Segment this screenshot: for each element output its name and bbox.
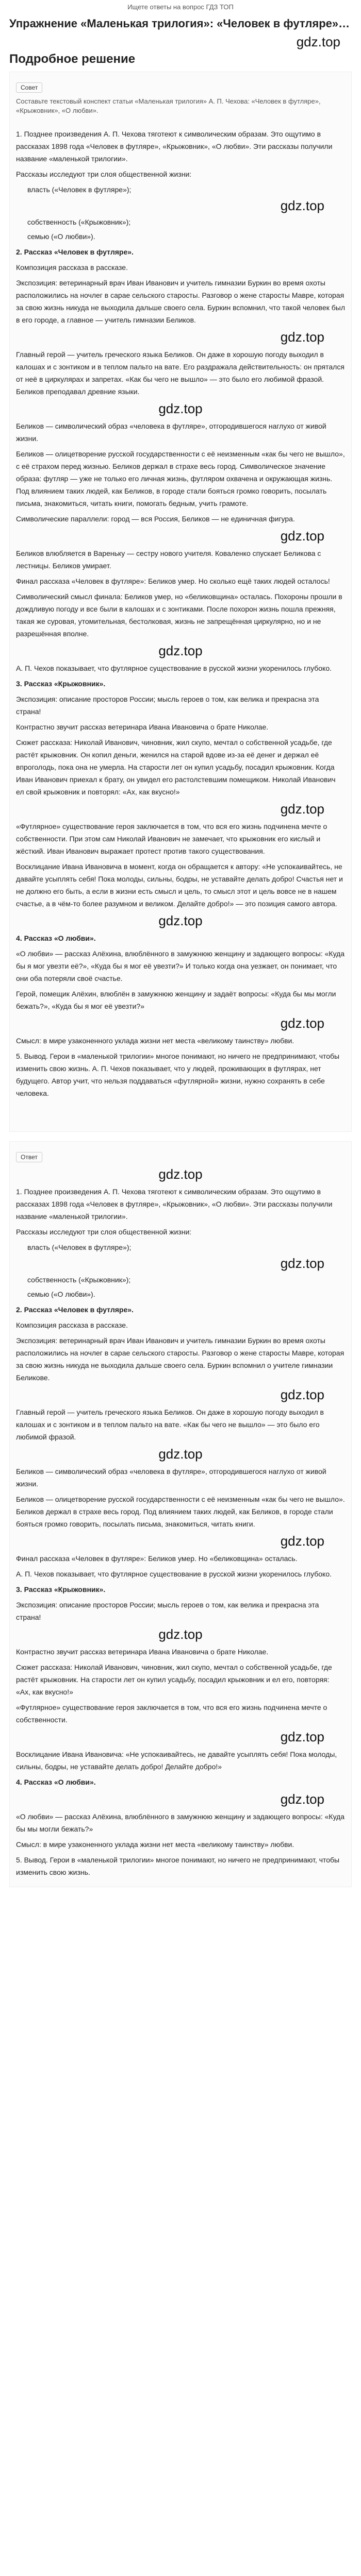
- watermark: gdz.top: [158, 913, 203, 928]
- paragraph: «Футлярное» существование героя заключается в том, что вся его жизнь подчинена мечте о собственности.: [16, 1703, 327, 1724]
- paragraph: Беликов — олицетворение русской государственности с её неизменным «как бы чего не вышло», с её страхом перед жизнью. Беликов держал в страхе весь город. Символическое значение образа: футляр — уже не только его личная жизнь, футляром охвачена и окружающая жизнь. Под влиянием таких людей, как Беликов, в городе стали бояться громко говорить, посылать письма, знакомиться, читать книги, помогать бедным, учить грамоте.: [16, 450, 345, 507]
- intro-text: 1. Позднее произведения А. П. Чехова тяготеют к символическим образам. Это ощутимо в рассказах 1898 года «Человек в футляре», «Крыжовник», «О любви». Эти рассказы получили название «маленькой трилогии».: [16, 1188, 333, 1221]
- paragraph: Сюжет рассказа: Николай Иванович, чиновник, жил скупо, мечтал о собственной усадьбе, где растёт крыжовник. Он копил деньги, женился на старой вдове из-за её денег и держал её впроголодь, пока она не умерла. На старости лет он купил усадьбу, посадил крыжовник. Когда Иван Иванович приехал к брату, он увидел его растолстевшим помещиком. Николай Иванович ел свой крыжовник и повторял: «Ах, как вкусно!»: [16, 738, 336, 796]
- answer-badge: Ответ: [16, 1152, 42, 1162]
- hint-text: Составьте текстовый конспект статьи «Маленькая трилогия» А. П. Чехова: «Человек в футляре», «Крыжовник», «О любви».: [16, 97, 321, 114]
- paragraph: 5. Вывод. Герои в «маленькой трилогии» многое понимают, но ничего не предпринимают, чтобы изменить свою жизнь. А. П. Чехов показывает, что у людей, проживающих в футлярах, нет будущего. Автор учит, что нельзя поддаваться «футлярной» жизни, нужно сохранять в себе человека.: [16, 1052, 340, 1097]
- layers-label: Рассказы исследуют три слоя общественной жизни:: [16, 1228, 192, 1236]
- paragraph: Восклицание Ивана Ивановича: «Не успокаивайтесь, не давайте усыплять себя! Пока молоды, сильны, бодры, не уставайте делать добро! Делайте добро!»: [16, 1750, 337, 1771]
- watermark: gdz.top: [296, 34, 340, 49]
- page-title: Упражнение «Маленькая трилогия»: «Человек в футляре»…: [9, 17, 350, 30]
- watermark: gdz.top: [280, 1533, 324, 1549]
- paragraph: Экспозиция: описание просторов России; мысль героев о том, как велика и прекрасна эта страна!: [16, 695, 319, 716]
- watermark: gdz.top: [158, 643, 203, 658]
- watermark: gdz.top: [280, 1791, 324, 1807]
- watermark: gdz.top: [280, 1387, 324, 1402]
- list-item: семью («О любви»).: [27, 1290, 95, 1298]
- paragraph: Композиция рассказа в рассказе.: [16, 263, 128, 272]
- paragraph: Символический смысл финала: Беликов умер, но «беликовщина» осталась. Похороны прошли в дождливую погоду и все были в калошах и с зонтиками. После похорон жизнь пошла прежняя, такая же суровая, утомительная, бестолковая, жизнь не запрещённая циркулярно, но и не разрешённая вполне.: [16, 592, 342, 638]
- hint-badge: Совет: [16, 82, 42, 93]
- watermark: gdz.top: [158, 1626, 203, 1642]
- watermark: gdz.top: [280, 198, 324, 213]
- paragraph: А. П. Чехов показывает, что футлярное существование в русской жизни укоренилось глубоко.: [16, 1570, 332, 1578]
- paragraph: «Футлярное» существование героя заключается в том, что вся его жизнь подчинена мечте о собственности. При этом сам Николай Иванович не замечает, что крыжовник его кислый и жёсткий. Иван Иванович выражает протест против такого существования.: [16, 822, 327, 855]
- paragraph: Смысл: в мире узаконенного уклада жизни нет места «великому таинству» любви.: [16, 1037, 294, 1045]
- list-item: собственность («Крыжовник»);: [27, 1276, 131, 1284]
- solution-title: Подробное решение: [9, 52, 136, 66]
- paragraph: Экспозиция: ветеринарный врач Иван Иванович и учитель гимназии Буркин во время охоты расположились на ночлег в сарае сельского старосты. Разговор о жене старосты Мавре, которая за свою жизнь никуда не выходила дальше своего села. Буркин вспомнил, что такой человек был в его городе, а главное — учитель гимназии Беликов.: [16, 279, 346, 324]
- paragraph: Символические параллели: город — вся Россия, Беликов — не единичная фигура.: [16, 515, 295, 523]
- list-item: власть («Человек в футляре»);: [27, 1243, 132, 1251]
- top-note: Ищете ответы на вопрос ГДЗ ТОП: [127, 3, 234, 11]
- paragraph: Беликов — олицетворение русской государственности с её неизменным «как бы чего не вышло». Беликов держал в страхе весь город. Под влиянием таких людей, как Беликов, в городе стали бояться громко говорить, посылать письма, знакомиться, читать книги.: [16, 1495, 345, 1528]
- paragraph: Контрастно звучит рассказ ветеринара Ивана Ивановича о брате Николае.: [16, 723, 269, 731]
- paragraph: Финал рассказа «Человек в футляре»: Беликов умер. Но «беликовщина» осталась.: [16, 1554, 298, 1563]
- section-heading: 4. Рассказ «О любви».: [16, 1778, 96, 1786]
- paragraph: Главный герой — учитель греческого языка Беликов. Он даже в хорошую погоду выходил в калошах и с зонтиком и в теплом пальто на вате. Его раздражала действительность: он прятался от неё в циркулярах и запретах. «Как бы чего не вышло» — это было его любимой фразой. Беликов преподавал древние языки.: [16, 350, 344, 396]
- section-heading: 3. Рассказ «Крыжовник».: [16, 1585, 106, 1594]
- watermark: gdz.top: [280, 528, 324, 544]
- paragraph: Беликов — символический образ «человека в футляре», отгородившегося наглухо от живой жизни.: [16, 1467, 326, 1488]
- paragraph: Главный герой — учитель греческого языка Беликов. Он даже в хорошую погоду выходил в калошах и с зонтиком и в теплом пальто на вате. «Как бы чего не вышло» — это было его любимой фразой.: [16, 1408, 324, 1441]
- list-item: власть («Человек в футляре»);: [27, 185, 132, 194]
- watermark: gdz.top: [280, 801, 324, 817]
- watermark: gdz.top: [158, 1166, 203, 1182]
- paragraph: Восклицание Ивана Ивановича в момент, когда он обращается к автору: «Не успокаивайтесь, не давайте усыплять себя! Пока молоды, сильны, бодры, не уставайте делать добро! Счастья нет и не должно его быть, а если в жизни есть смысл и цель, то смысл этот и цель вовсе не в нашем счастье, а в чём-то более разумном и великом. Делайте добро!» — это позиция самого автора.: [16, 862, 343, 908]
- paragraph: Композиция рассказа в рассказе.: [16, 1321, 128, 1329]
- layers-label: Рассказы исследуют три слоя общественной жизни:: [16, 170, 192, 178]
- watermark: gdz.top: [158, 1446, 203, 1462]
- paragraph: Финал рассказа «Человек в футляре»: Беликов умер. Но сколько ещё таких людей осталось!: [16, 577, 330, 585]
- solution-card: [9, 72, 352, 1132]
- paragraph: Смысл: в мире узаконенного уклада жизни нет места «великому таинству» любви.: [16, 1840, 294, 1849]
- paragraph: Контрастно звучит рассказ ветеринара Ивана Ивановича о брате Николае.: [16, 1648, 269, 1656]
- section-heading: 2. Рассказ «Человек в футляре».: [16, 1306, 134, 1314]
- section-heading: 3. Рассказ «Крыжовник».: [16, 680, 106, 688]
- paragraph: Сюжет рассказа: Николай Иванович, чиновник, жил скупо, мечтал о собственной усадьбе, где растёт крыжовник. На старости лет он купил усадьбу, посадил крыжовник и ел его, повторяя: «Ах, как вкусно!»: [16, 1663, 332, 1696]
- paragraph: Беликов — символический образ «человека в футляре», отгородившегося наглухо от живой жизни.: [16, 422, 326, 443]
- answer-card: [9, 1141, 352, 1887]
- list-item: собственность («Крыжовник»);: [27, 218, 131, 226]
- paragraph: Герой, помещик Алёхин, влюблён в замужнюю женщину и задаёт вопросы: «Куда бы мы могли бежать?», «Куда бы я мог её увезти?»: [16, 990, 336, 1010]
- watermark: gdz.top: [280, 1729, 324, 1744]
- list-item: семью («О любви»).: [27, 232, 95, 241]
- section-heading: 4. Рассказ «О любви».: [16, 934, 96, 942]
- paragraph: Беликов влюбляется в Вареньку — сестру нового учителя. Коваленко спускает Беликова с лестницы. Беликов умирает.: [16, 549, 321, 570]
- paragraph: 5. Вывод. Герои в «маленькой трилогии» многое понимают, но ничего не предпринимают, чтобы изменить свою жизнь.: [16, 1856, 340, 1876]
- watermark: gdz.top: [280, 1015, 324, 1031]
- watermark: gdz.top: [280, 1256, 324, 1271]
- section-heading: 2. Рассказ «Человек в футляре».: [16, 248, 134, 256]
- intro-text: 1. Позднее произведения А. П. Чехова тяготеют к символическим образам. Это ощутимо в рассказах 1898 года «Человек в футляре», «Крыжовник», «О любви». Эти рассказы получили название «маленькой трилогии».: [16, 130, 333, 163]
- paragraph: «О любви» — рассказ Алёхина, влюблённого в замужнюю женщину и задающего вопросы: «Куда бы я мог увезти её?», «Куда бы я мог её увезти?» И только когда она уезжает, он понимает, что они оба потеряли своё счастье.: [16, 950, 345, 982]
- paragraph: А. П. Чехов показывает, что футлярное существование в русской жизни укоренилось глубоко.: [16, 664, 332, 672]
- paragraph: Экспозиция: ветеринарный врач Иван Иванович и учитель гимназии Буркин во время охоты расположились на ночлег в сарае сельского старосты. Разговор о жене старосты Мавре, которая за свою жизнь никуда не выходила дальше своего села. Буркин вспомнил о учителе гимназии Беликове.: [16, 1336, 344, 1382]
- watermark: gdz.top: [158, 401, 203, 416]
- paragraph: «О любви» — рассказ Алёхина, влюблённого в замужнюю женщину и задающего вопросы: «Куда бы мы могли бежать?»: [16, 1812, 345, 1833]
- watermark: gdz.top: [280, 329, 324, 345]
- paragraph: Экспозиция: описание просторов России; мысль героев о том, как велика и прекрасна эта страна!: [16, 1601, 319, 1621]
